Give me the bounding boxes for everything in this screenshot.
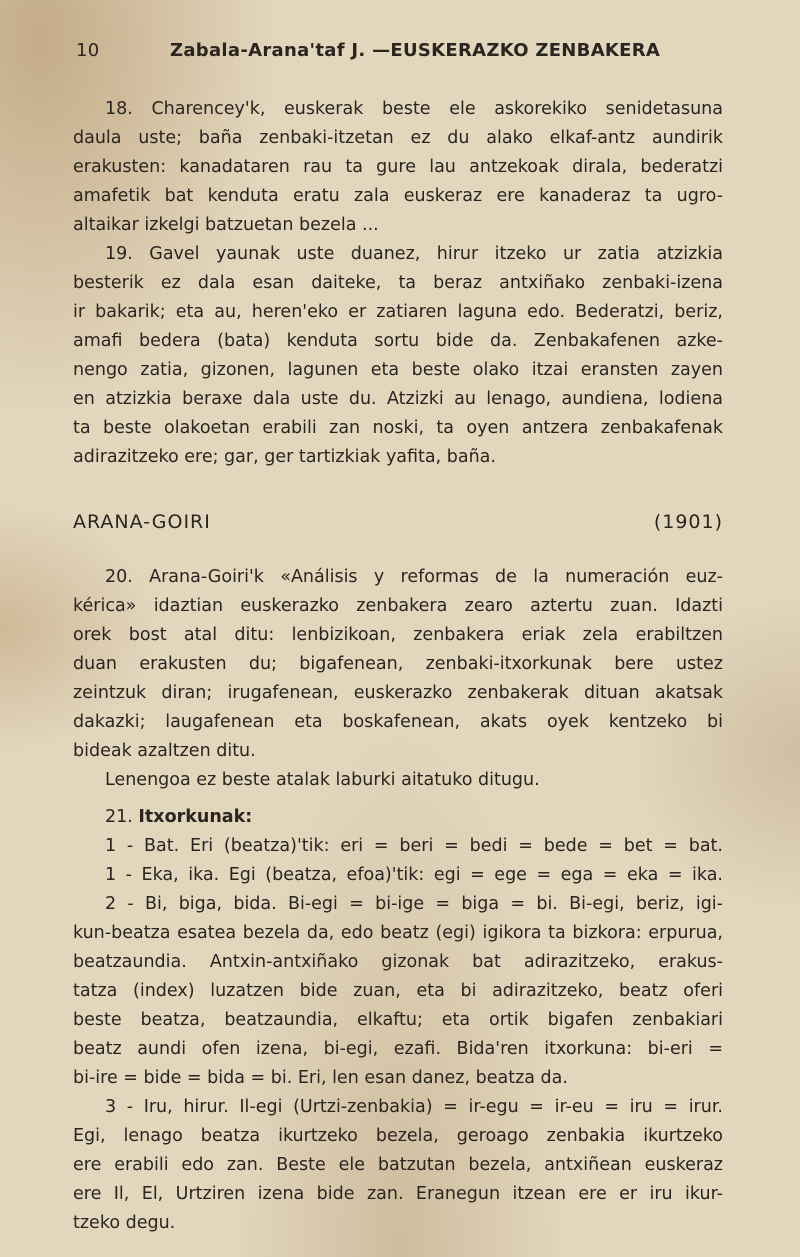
running-title: Zabala-Arana'taf J. —EUSKERAZKO ZENBAKERA <box>170 40 661 61</box>
text-line: ir bakarik; eta au, heren'eko er zatiaren laguna edo. Bederatzi, beriz, <box>73 302 723 322</box>
text-line: nengo zatia, gizonen, lagunen eta beste olako itzai eransten zayen <box>73 360 723 380</box>
text-line: daula uste; baña zenbaki-itzetan ez du alako elkaf-antz aundirik <box>73 128 723 148</box>
paragraph-20 <box>73 563 723 795</box>
paragraph-19 <box>73 240 723 472</box>
paragraph-number: 21. <box>105 807 133 827</box>
text-line: erakusten: kanadataren rau ta gure lau antzekoak dirala, bederatzi <box>73 157 723 177</box>
text-line: Egi, lenago beatza ikurtzeko bezela, geroago zenbakia ikurtzeko <box>73 1126 723 1146</box>
page-number: 10 <box>76 40 100 61</box>
text-line: bi-ire = bide = bida = bi. Eri, len esan danez, beatza da. <box>73 1068 568 1088</box>
text-line: tzeko degu. <box>73 1213 176 1233</box>
text-line: bideak azaltzen ditu. <box>73 741 256 761</box>
list-item: 1 - Bat. Eri (beatza)'tik: eri = beri = bedi = bede = bet = bat. <box>105 836 723 856</box>
text-line: beatz aundi ofen izena, bi-egi, ezafi. Bida'ren itxorkuna: bi-eri = <box>73 1039 723 1059</box>
text-line: en atzizkia beraxe dala uste du. Atzizki au lenago, aundiena, lodiena <box>73 389 723 409</box>
text-line: 20. Arana-Goiri'k «Análisis y reformas de la numeración euz- <box>105 567 723 587</box>
numbered-heading <box>73 803 723 832</box>
running-header <box>76 40 660 61</box>
text-line: orek bost atal ditu: lenbizikoan, zenbakera eriak zela erabiltzen <box>73 625 723 645</box>
text-line: dakazki; laugafenean eta boskafenean, akats oyek kentzeko bi <box>73 712 723 732</box>
text-line: altaikar izkelgi batzuetan bezela ... <box>73 215 379 235</box>
text-line: beatzaundia. Antxin-antxiñako gizonak bat adirazitzeko, erakus- <box>73 952 723 972</box>
section-title: ARANA-GOIRI (1901) <box>73 511 723 533</box>
text-line: ere Il, El, Urtziren izena bide zan. Eranegun itzean ere er iru ikur- <box>73 1184 723 1204</box>
text-line: tatza (index) luzatzen bide zuan, eta bi adirazitzeko, beatz oferi <box>73 981 723 1001</box>
text-line: amafetik bat kenduta eratu zala euskeraz ere kanaderaz ta ugro- <box>73 186 723 206</box>
paragraph-18 <box>73 95 723 240</box>
text-line: 19. Gavel yaunak uste duanez, hirur itzeko ur zatia atzizkia <box>105 244 723 264</box>
text-line: ta beste olakoetan erabili zan noski, ta oyen antzera zenbakafenak <box>73 418 723 438</box>
text-line: amafi bedera (bata) kenduta sortu bide da. Zenbakafenen azke- <box>73 331 723 351</box>
text-line: kérica» idaztian euskerazko zenbakera zearo aztertu zuan. Idazti <box>73 596 723 616</box>
text-line: adirazitzeko ere; gar, ger tartizkiak yafita, baña. <box>73 447 496 467</box>
text-line: besterik ez dala esan daiteke, ta beraz antxiñako zenbaki-izena <box>73 273 723 293</box>
text-line: kun-beatza esatea bezela da, edo beatz (egi) igikora ta bizkora: erpurua, <box>73 923 723 943</box>
text-line: beste beatza, beatzaundia, elkaftu; eta ortik bigafen zenbakiari <box>73 1010 723 1030</box>
text-line: zeintzuk diran; irugafenean, euskerazko zenbakerak dituan akatsak <box>73 683 723 703</box>
list-item: 1 - Eka, ika. Egi (beatza, efoa)'tik: egi = ege = ega = eka = ika. <box>105 865 723 885</box>
text-line: 3 - Iru, hirur. Il-egi (Urtzi-zenbakia) = ir-egu = ir-eu = iru = irur. <box>105 1097 723 1117</box>
text-line: Lenengoa ez beste atalak laburki aitatuko ditugu. <box>105 770 540 790</box>
text-line: duan erakusten du; bigafenean, zenbaki-itxorkunak bere ustez <box>73 654 723 674</box>
text-line: ere erabili edo zan. Beste ele batzutan bezela, antxiñean euskeraz <box>73 1155 723 1175</box>
page-body <box>73 95 723 1238</box>
heading-text: Itxorkunak: <box>138 807 253 827</box>
text-line: 18. Charencey'k, euskerak beste ele askorekiko senidetasuna <box>105 99 723 119</box>
paragraph-21 <box>73 803 723 1238</box>
text-line: 2 - Bi, biga, bida. Bi-egi = bi-ige = biga = bi. Bi-egi, beriz, igi- <box>105 894 723 914</box>
